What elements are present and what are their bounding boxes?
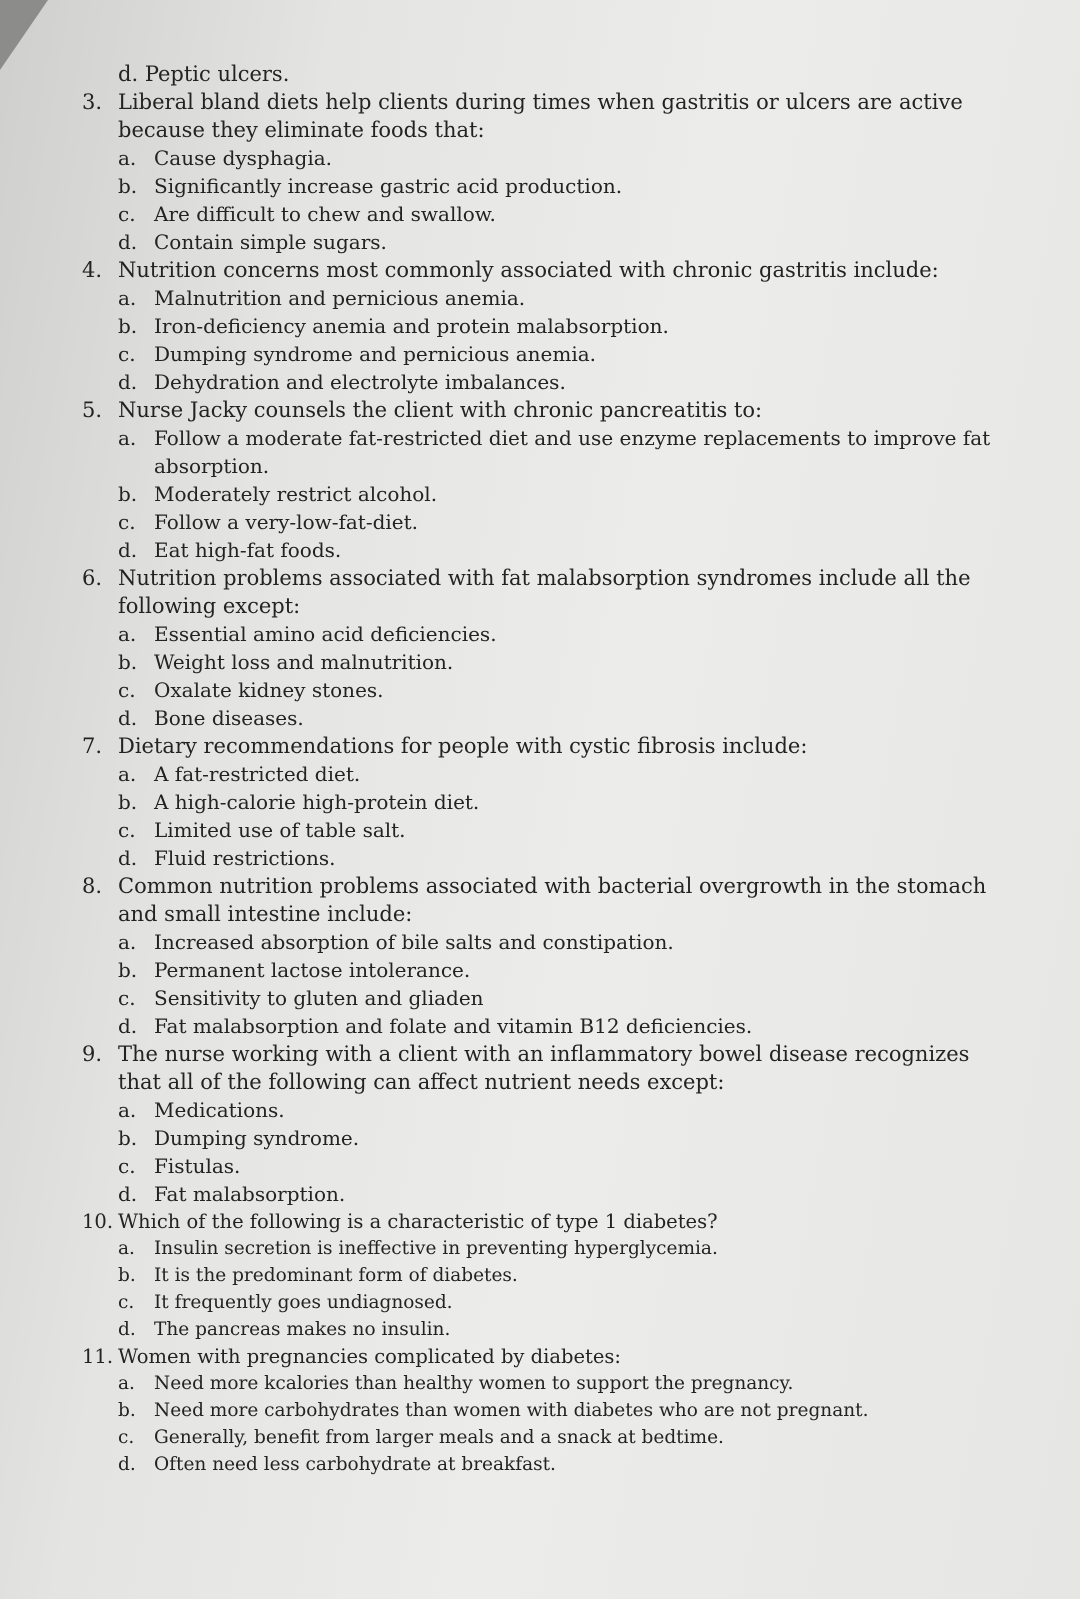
question-item: [82, 1040, 1012, 1208]
question-number: 5.: [82, 398, 103, 422]
option-text: Moderately restrict alcohol.: [154, 482, 438, 506]
answer-option: [118, 760, 1012, 788]
answer-option: [118, 1397, 1012, 1424]
option-letter: c.: [118, 1292, 135, 1313]
option-text: Dumping syndrome.: [154, 1126, 360, 1150]
question-text: Dietary recommendations for people with cystic fibrosis include:: [118, 734, 808, 758]
answer-option: [118, 1451, 1012, 1478]
option-letter: d.: [118, 846, 138, 870]
previous-question-option: [118, 60, 1012, 88]
question-item: [82, 1208, 1012, 1343]
option-text: Fat malabsorption and folate and vitamin B12 deficiencies.: [154, 1014, 753, 1038]
question-number: 11.: [82, 1345, 114, 1368]
option-letter: d.: [118, 230, 138, 254]
option-text: Need more kcalories than healthy women to support the pregnancy.: [154, 1373, 794, 1394]
question-item: [82, 256, 1012, 396]
question-item: [82, 564, 1012, 732]
option-text: A fat-restricted diet.: [154, 762, 361, 786]
option-text: Eat high-fat foods.: [154, 538, 342, 562]
answer-option: [118, 536, 1012, 564]
option-text: Cause dysphagia.: [154, 146, 333, 170]
option-letter: a.: [118, 1098, 137, 1122]
question-stem: [82, 396, 1012, 424]
option-letter: d.: [118, 62, 139, 86]
option-letter: c.: [118, 678, 136, 702]
option-letter: b.: [118, 314, 138, 338]
answer-option: [118, 984, 1012, 1012]
answer-option: [118, 1262, 1012, 1289]
option-text: Medications.: [154, 1098, 285, 1122]
answer-option: [118, 424, 1012, 480]
answer-option: [118, 480, 1012, 508]
answer-options: [82, 1096, 1012, 1208]
answer-option: [118, 340, 1012, 368]
option-letter: b.: [118, 958, 138, 982]
page-corner-shadow: [0, 0, 48, 70]
option-text: Permanent lactose intolerance.: [154, 958, 471, 982]
answer-option: [118, 648, 1012, 676]
option-text: Significantly increase gastric acid production.: [154, 174, 623, 198]
answer-option: [118, 1096, 1012, 1124]
question-item: [82, 88, 1012, 256]
option-text: Malnutrition and pernicious anemia.: [154, 286, 526, 310]
answer-option: [118, 200, 1012, 228]
option-text: Follow a very-low-fat-diet.: [154, 510, 419, 534]
answer-option: [118, 704, 1012, 732]
answer-option: [118, 1289, 1012, 1316]
option-letter: b.: [118, 174, 138, 198]
answer-option: [118, 228, 1012, 256]
option-letter: c.: [118, 342, 136, 366]
option-letter: a.: [118, 1238, 135, 1259]
question-text: Which of the following is a characteristic of type 1 diabetes?: [118, 1210, 718, 1233]
question-stem: [82, 872, 1012, 928]
answer-option: [118, 284, 1012, 312]
answer-option: [118, 676, 1012, 704]
question-number: 6.: [82, 566, 103, 590]
option-letter: a.: [118, 930, 137, 954]
question-item: [82, 732, 1012, 872]
question-text: The nurse working with a client with an inflammatory bowel disease recognizes that all of the following can affect nutrient needs except:: [118, 1042, 970, 1094]
answer-option: [118, 1180, 1012, 1208]
question-number: 4.: [82, 258, 103, 282]
answer-option: [118, 1370, 1012, 1397]
answer-option: [118, 956, 1012, 984]
option-text: It frequently goes undiagnosed.: [154, 1292, 453, 1313]
option-text: The pancreas makes no insulin.: [154, 1319, 451, 1340]
option-letter: d.: [118, 1182, 138, 1206]
option-letter: a.: [118, 146, 137, 170]
option-letter: c.: [118, 202, 136, 226]
question-number: 9.: [82, 1042, 103, 1066]
question-item: [82, 396, 1012, 564]
answer-options: [82, 284, 1012, 396]
question-stem: [82, 88, 1012, 144]
question-text: Nurse Jacky counsels the client with chronic pancreatitis to:: [118, 398, 763, 422]
answer-option: [118, 1152, 1012, 1180]
question-stem: [82, 732, 1012, 760]
question-stem: [82, 1040, 1012, 1096]
option-letter: c.: [118, 1427, 135, 1448]
option-text: Oxalate kidney stones.: [154, 678, 384, 702]
option-text: Limited use of table salt.: [154, 818, 406, 842]
option-text: Bone diseases.: [154, 706, 304, 730]
question-text: Nutrition concerns most commonly associated with chronic gastritis include:: [118, 258, 939, 282]
option-letter: a.: [118, 762, 137, 786]
option-text: Peptic ulcers.: [144, 62, 290, 86]
option-letter: b.: [118, 650, 138, 674]
option-text: Weight loss and malnutrition.: [154, 650, 454, 674]
answer-option: [118, 508, 1012, 536]
option-text: Fat malabsorption.: [154, 1182, 346, 1206]
question-number: 8.: [82, 874, 103, 898]
option-text: Follow a moderate fat-restricted diet and use enzyme replacements to improve fat absorption.: [154, 426, 991, 478]
answer-options: [82, 424, 1012, 564]
question-stem: [82, 564, 1012, 620]
option-letter: b.: [118, 1126, 138, 1150]
option-text: Fistulas.: [154, 1154, 241, 1178]
option-letter: c.: [118, 986, 136, 1010]
answer-options: [82, 144, 1012, 256]
option-letter: a.: [118, 622, 137, 646]
option-text: Essential amino acid deficiencies.: [154, 622, 497, 646]
option-letter: c.: [118, 510, 136, 534]
option-text: Dumping syndrome and pernicious anemia.: [154, 342, 596, 366]
question-stem: [82, 1343, 1012, 1370]
option-letter: a.: [118, 286, 137, 310]
question-text: Liberal bland diets help clients during times when gastritis or ulcers are active because they eliminate foods that:: [118, 90, 963, 142]
quiz-page: [82, 60, 1012, 1478]
option-text: Insulin secretion is ineffective in preventing hyperglycemia.: [154, 1238, 718, 1259]
answer-option: [118, 1235, 1012, 1262]
option-letter: d.: [118, 1454, 136, 1475]
answer-option: [118, 312, 1012, 340]
option-text: Increased absorption of bile salts and constipation.: [154, 930, 674, 954]
question-text: Women with pregnancies complicated by diabetes:: [118, 1345, 621, 1368]
option-letter: c.: [118, 818, 136, 842]
option-text: Iron-deficiency anemia and protein malabsorption.: [154, 314, 669, 338]
answer-options: [82, 620, 1012, 732]
option-letter: a.: [118, 1373, 135, 1394]
answer-option: [118, 1424, 1012, 1451]
question-stem: [82, 256, 1012, 284]
option-letter: d.: [118, 370, 138, 394]
option-text: Fluid restrictions.: [154, 846, 336, 870]
question-item: [82, 1343, 1012, 1478]
answer-option: [118, 172, 1012, 200]
answer-option: [118, 1124, 1012, 1152]
question-number: 7.: [82, 734, 103, 758]
question-list: [82, 88, 1012, 1478]
option-text: Sensitivity to gluten and gliaden: [154, 986, 484, 1010]
question-number: 3.: [82, 90, 103, 114]
question-number: 10.: [82, 1210, 114, 1233]
option-text: Need more carbohydrates than women with diabetes who are not pregnant.: [154, 1400, 869, 1421]
option-letter: d.: [118, 538, 138, 562]
answer-options: [82, 1235, 1012, 1343]
option-text: It is the predominant form of diabetes.: [154, 1265, 518, 1286]
answer-options: [82, 1370, 1012, 1478]
option-text: Are difficult to chew and swallow.: [154, 202, 496, 226]
question-stem: [82, 1208, 1012, 1235]
option-text: A high-calorie high-protein diet.: [154, 790, 480, 814]
answer-option: [118, 620, 1012, 648]
option-text: Often need less carbohydrate at breakfast.: [154, 1454, 556, 1475]
option-letter: b.: [118, 1265, 136, 1286]
answer-option: [118, 844, 1012, 872]
question-text: Common nutrition problems associated with bacterial overgrowth in the stomach and small intestine include:: [118, 874, 987, 926]
option-letter: b.: [118, 482, 138, 506]
answer-option: [118, 144, 1012, 172]
option-letter: b.: [118, 790, 138, 814]
answer-option: [118, 1316, 1012, 1343]
question-item: [82, 872, 1012, 1040]
question-text: Nutrition problems associated with fat malabsorption syndromes include all the following except:: [118, 566, 971, 618]
option-letter: d.: [118, 706, 138, 730]
option-letter: a.: [118, 426, 137, 450]
answer-options: [82, 928, 1012, 1040]
option-letter: b.: [118, 1400, 136, 1421]
answer-options: [82, 760, 1012, 872]
option-text: Dehydration and electrolyte imbalances.: [154, 370, 566, 394]
option-letter: d.: [118, 1014, 138, 1038]
answer-option: [118, 816, 1012, 844]
option-letter: d.: [118, 1319, 136, 1340]
answer-option: [118, 788, 1012, 816]
answer-option: [118, 928, 1012, 956]
answer-option: [118, 1012, 1012, 1040]
option-text: Generally, benefit from larger meals and a snack at bedtime.: [154, 1427, 724, 1448]
answer-option: [118, 368, 1012, 396]
option-letter: c.: [118, 1154, 136, 1178]
option-text: Contain simple sugars.: [154, 230, 387, 254]
